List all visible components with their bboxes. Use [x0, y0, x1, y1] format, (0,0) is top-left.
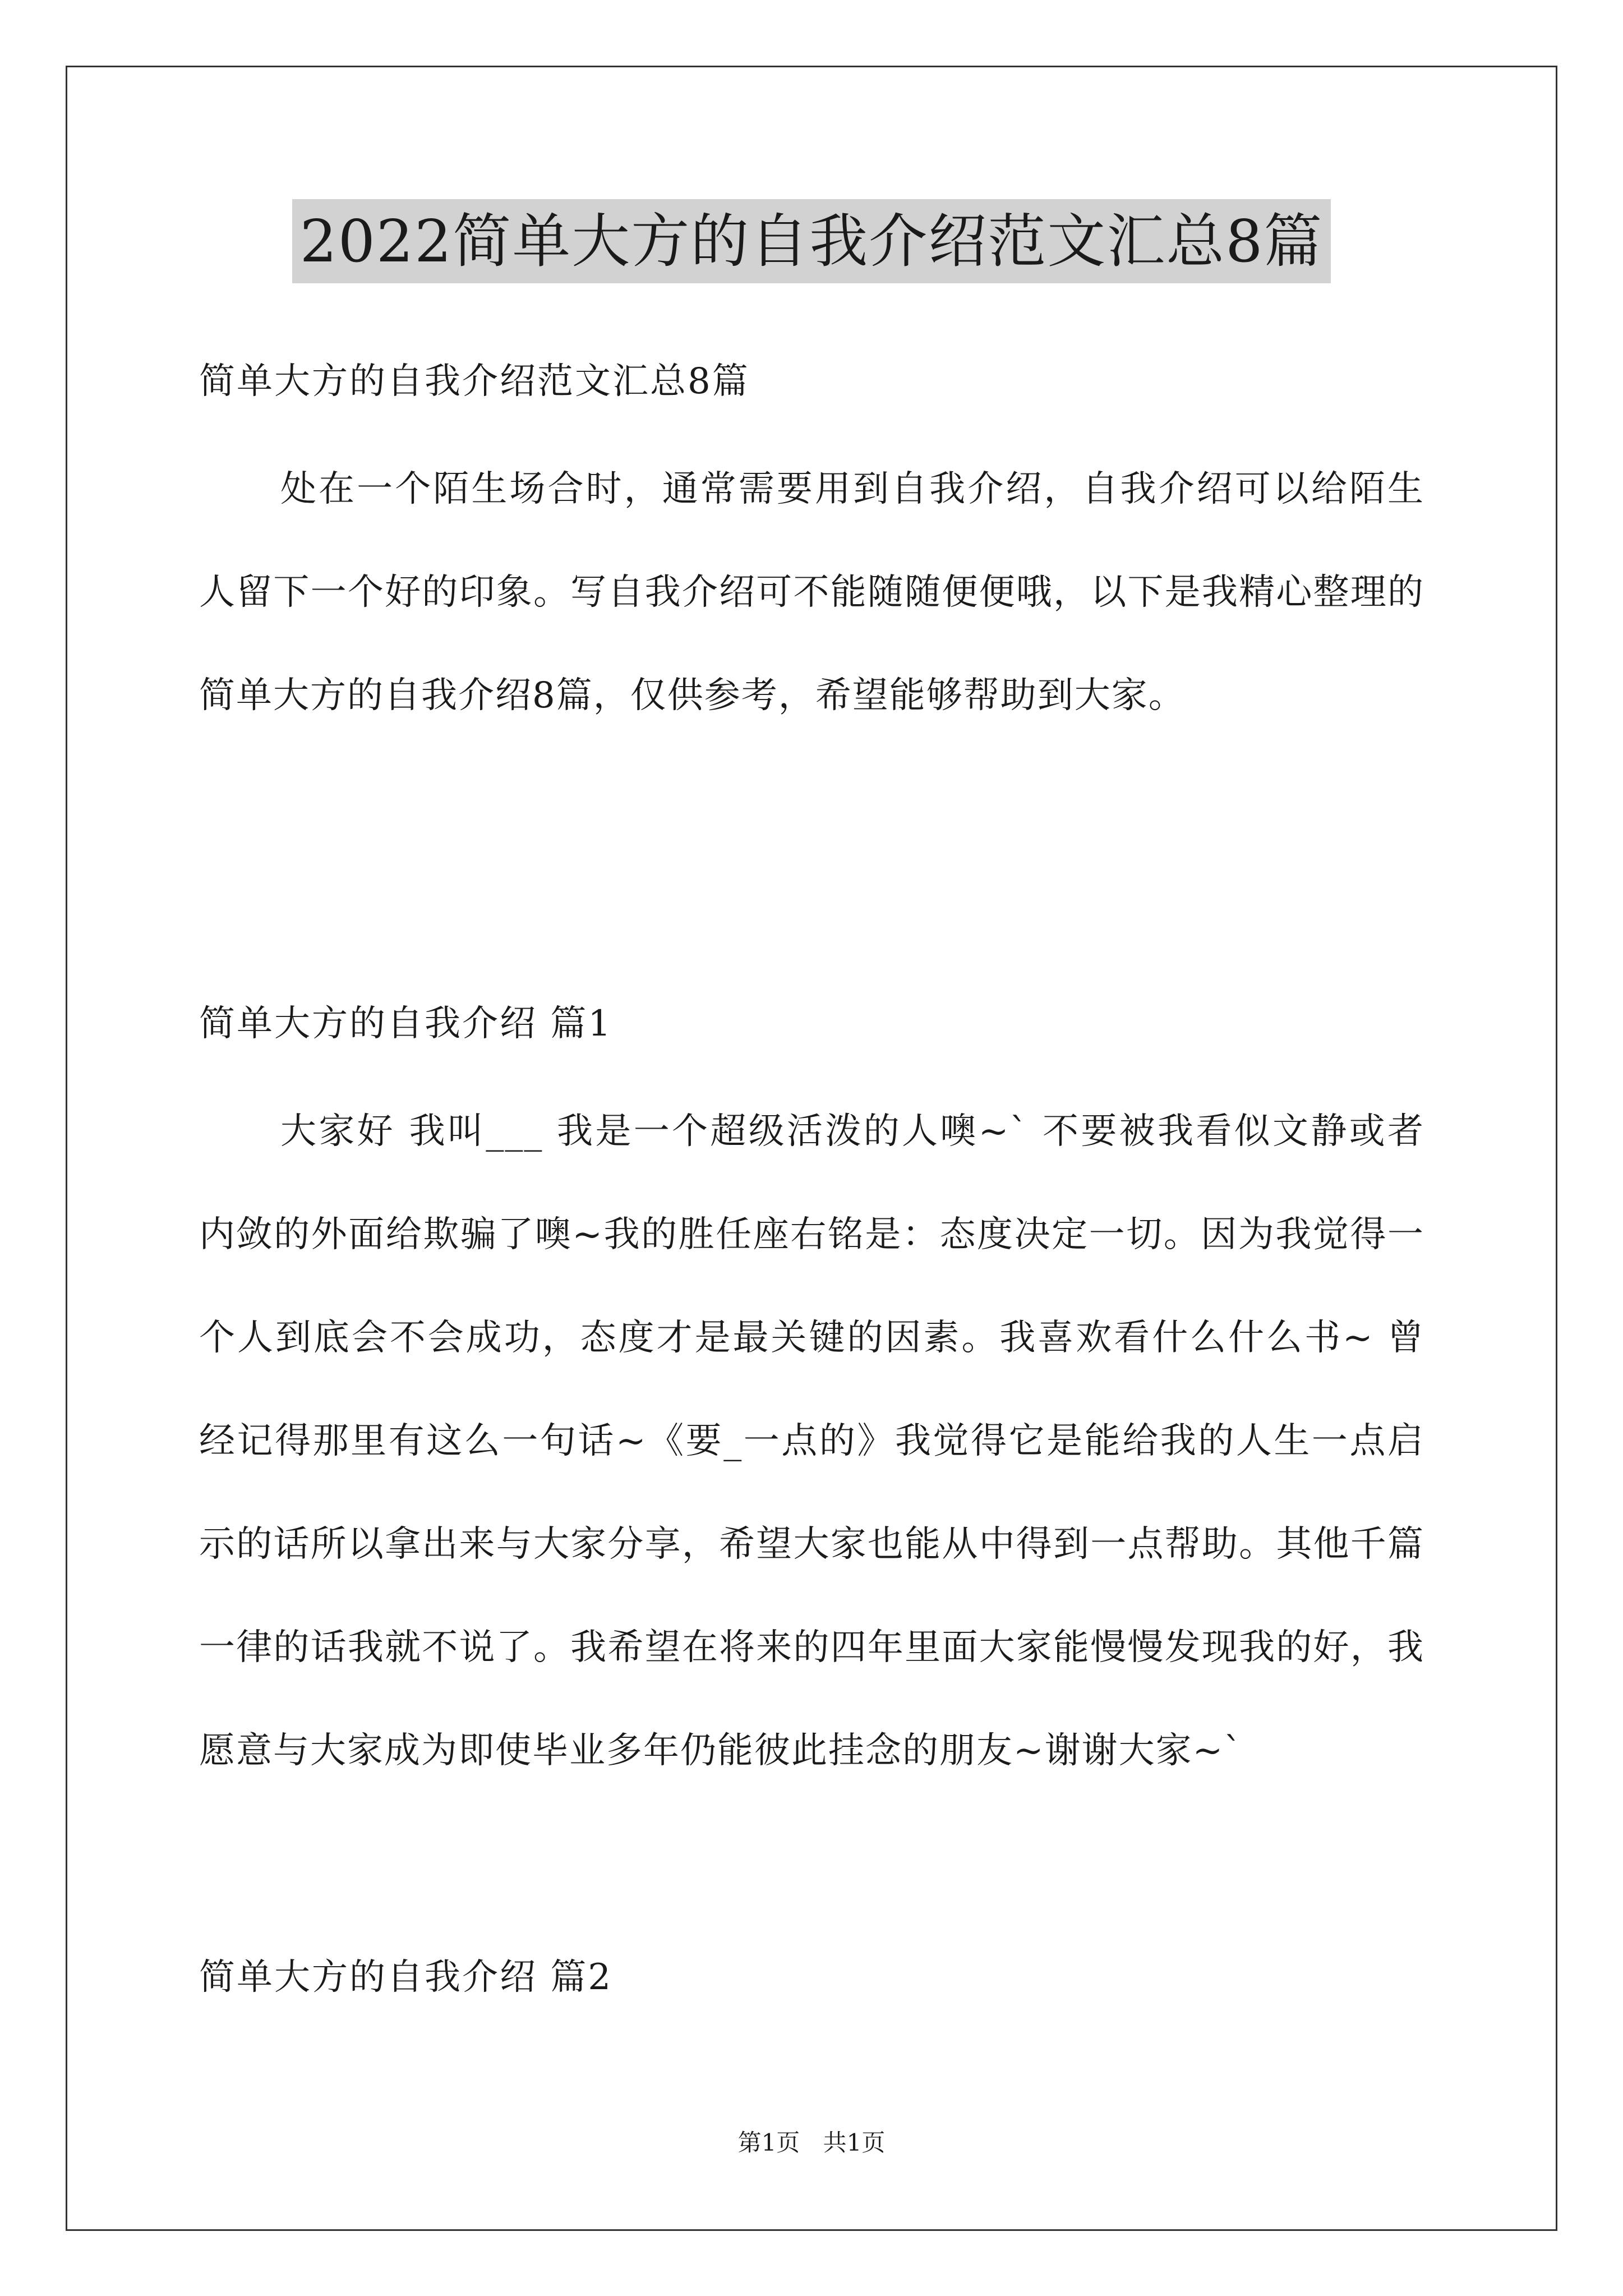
section-heading-1: 简单大方的自我介绍 篇1	[199, 1003, 613, 1045]
page-number-current: 第1页	[737, 2129, 800, 2156]
document-title: 2022简单大方的自我介绍范文汇总8篇	[292, 199, 1331, 283]
section-body-1: 大家好 我叫___ 我是一个超级活泼的人噢~` 不要被我看似文静或者内敛的外面给欺骗了噢~我的胜任座右铭是：态度决定一切。因为我觉得一个人到底会不会成功，态度才是最关键的因素。我喜欢看什么什么书~ 曾经记得那里有这么一句话~《要_一点的》我觉得它是能给我的人生一点启示的话所以拿出来与大家分享，希望大家也能从中得到一点帮助。其他千篇一律的话我就不说了。我希望在将来的四年里面大家能慢慢发现我的好，我愿意与大家成为即使毕业多年仍能彼此挂念的朋友~谢谢大家~`	[199, 1111, 1424, 1772]
page-footer	[0, 2126, 1623, 2160]
page-number-total: 共1页	[823, 2129, 886, 2156]
title-container	[0, 199, 1623, 283]
section-heading-2: 简单大方的自我介绍 篇2	[199, 1957, 613, 1998]
document-subtitle: 简单大方的自我介绍范文汇总8篇	[199, 361, 750, 402]
intro-paragraph: 处在一个陌生场合时，通常需要用到自我介绍，自我介绍可以给陌生人留下一个好的印象。写自我介绍可不能随随便便哦，以下是我精心整理的简单大方的自我介绍8篇，仅供参考，希望能够帮助到大家。	[199, 468, 1424, 716]
